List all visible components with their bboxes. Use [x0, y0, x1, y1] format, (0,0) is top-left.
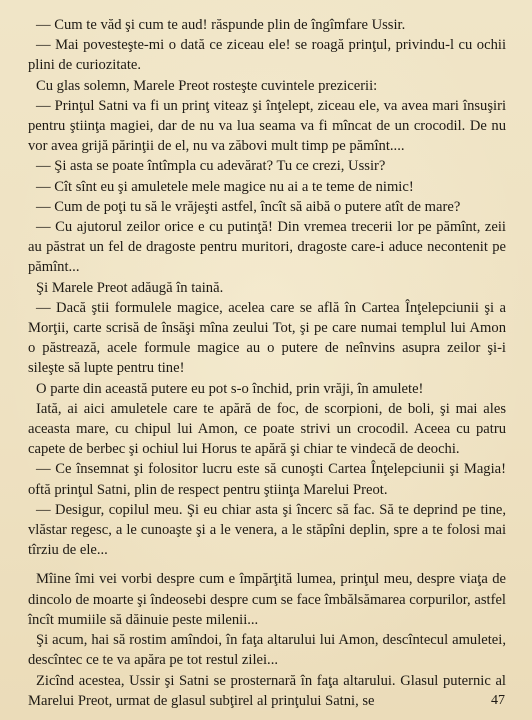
paragraph: — Desigur, copilul meu. Şi eu chiar asta şi încerc să fac. Să te deprind pe tine, vlăstar regesc, a le cunoaşte şi a le venera, a le stăpîni deplin, spre a te folosi mai tîrziu de ele...: [28, 501, 506, 559]
paragraph: — Cu ajutorul zeilor orice e cu putinţă! Din vremea trecerii lor pe pămînt, zeii au păstrat un fel de dragoste pentru muritori, dragoste care-i aduce necontenit pe pămînt...: [28, 219, 506, 276]
paragraph: — Şi asta se poate întîmpla cu adevărat? Tu ce crezi, Ussir?: [36, 158, 386, 175]
paragraph: — Cum de poţi tu să le vrăjeşti astfel, încît să aibă o putere atît de mare?: [36, 198, 461, 215]
paragraph: Cu glas solemn, Marele Preot rosteşte cuvintele prezicerii:: [36, 77, 378, 94]
paragraph: — Cum te văd şi cum te aud! răspunde plin de îngîmfare Ussir.: [36, 17, 406, 33]
paragraph: O parte din această putere eu pot s-o închid, prin vrăji, în amulete!: [36, 380, 424, 397]
paragraph: Şi acum, hai să rostim amîndoi, în faţa altarului lui Amon, descîntecul amuletei, descîntec ce te va apăra pe tot restul zilei...: [28, 632, 506, 669]
body-text: [28, 15, 506, 711]
page-number: 47: [491, 693, 505, 708]
paragraph: Mîine îmi vei vorbi despre cum e împărţită lumea, prinţul meu, despre viaţa de dincolo de moarte şi îndeosebi despre cum se face îmbălsămarea corpurilor, astfel încît mumiile să dăinuie peste milenii...: [28, 571, 506, 628]
paragraph: Iată, ai aici amuletele care te apără de foc, de scorpioni, de boli, şi mai ales aceasta mare, cu chipul lui Amon, ce poate strivi un crocodil. Aceea cu patru capete de berbec şi ochiul lui Horus te apără şi chiar te vindecă de deochi.: [28, 400, 506, 458]
paragraph: — Ce însemnat şi folositor lucru este să cunoşti Cartea Înţelepciunii şi Magia! oftă prinţul Satni, plin de respect pentru ştiinţa Marelui Preot.: [28, 461, 506, 498]
paragraph: — Mai povesteşte-mi o dată ce ziceau ele! se roagă prinţul, privindu-l cu ochii plini de curiozitate.: [28, 37, 506, 74]
paragraph: Şi Marele Preot adăugă în taină.: [36, 279, 224, 296]
paragraph: Zicînd acestea, Ussir şi Satni se prosternară în faţa altarului. Glasul puternic al Marelui Preot, urmat de glasul subţirel al prinţului Satni, se: [28, 672, 506, 709]
paragraph: — Dacă ştii formulele magice, acelea care se află în Cartea Înţelepciunii şi a Morţii, carte scrisă de însăşi mîna zeului Tot, şi pe care numai templul lui Amon o păstrează, acele formule magice au o putere de neînvins asupra zeilor şi-i sileşte să lupte pentru tine!: [28, 299, 506, 377]
paragraph: — Cît sînt eu şi amuletele mele magice nu ai a te teme de nimic!: [36, 178, 414, 195]
paragraph: — Prinţul Satni va fi un prinţ viteaz şi înţelept, ziceau ele, va avea mari însuşiri pentru ştiinţa magiei, dar de nu va lua seama va fi mîncat de un crocodil. De nu vor avea grijă părinţii de el, nu va zăbovi mult timp pe pămînt....: [28, 97, 506, 155]
